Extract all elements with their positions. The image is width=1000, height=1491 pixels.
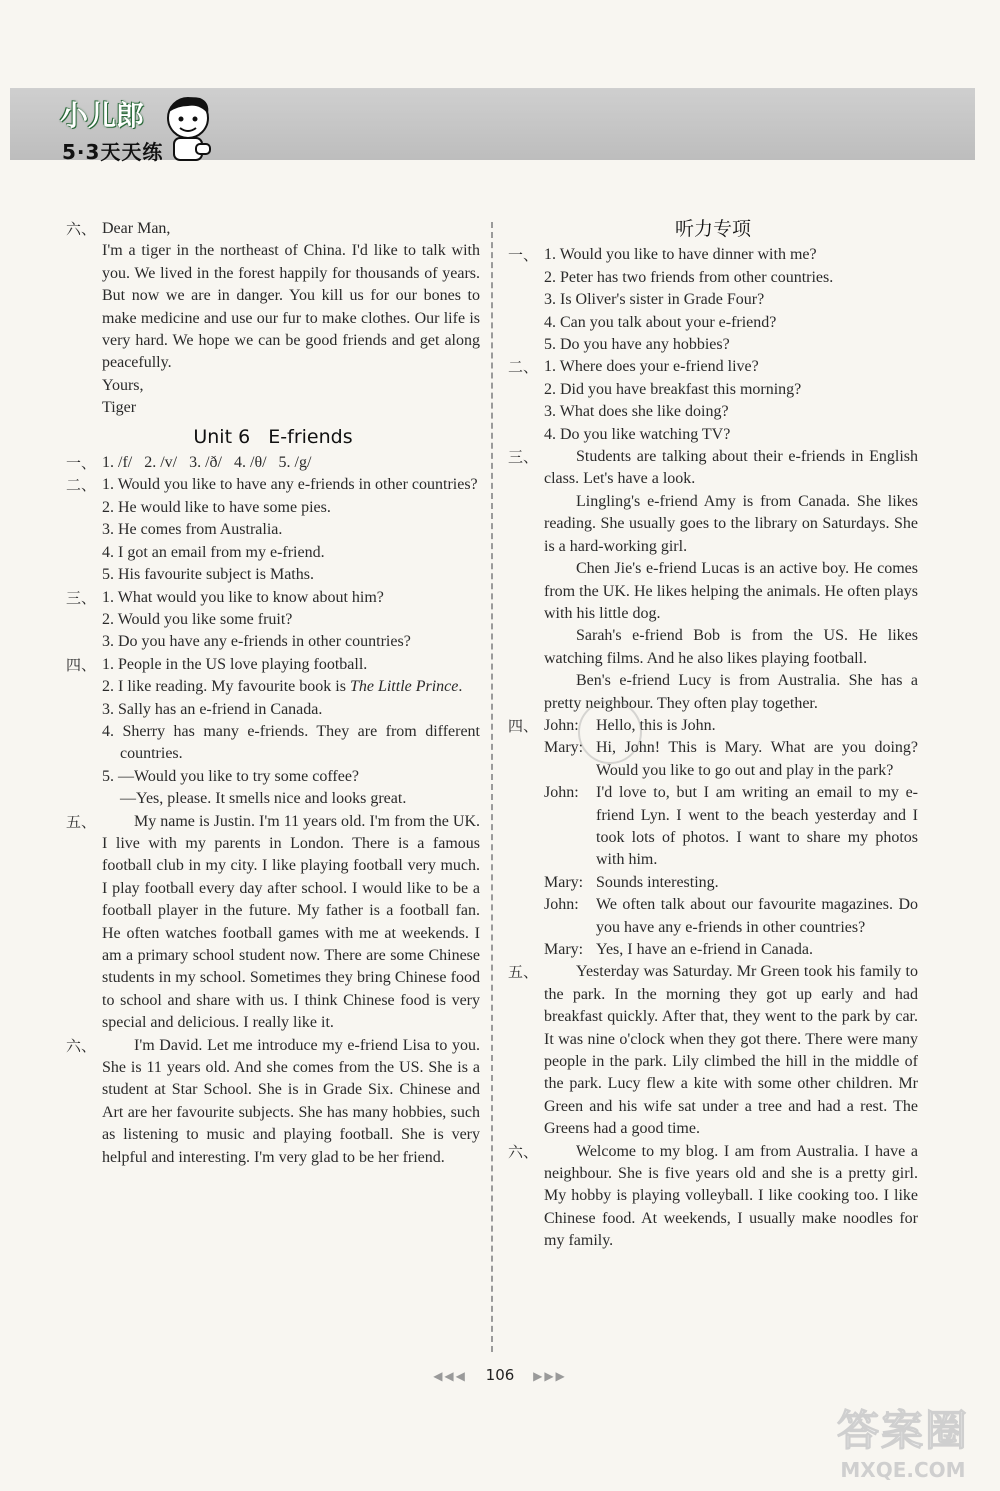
section-mark: 三、 bbox=[508, 448, 539, 467]
section-mark: 六、 bbox=[66, 220, 97, 238]
answer-item: 2. Did you have breakfast this morning? bbox=[544, 380, 802, 398]
logo-subtitle: 5·3天天练 bbox=[62, 140, 164, 164]
answer-item: 3. Is Oliver's sister in Grade Four? bbox=[544, 291, 765, 309]
letter-greeting: Dear Man, bbox=[102, 220, 171, 237]
answer-item: 4. Do you like watching TV? bbox=[544, 425, 731, 443]
speaker: John: bbox=[544, 896, 579, 914]
section-mark: 一、 bbox=[66, 454, 97, 473]
section-mark: 一、 bbox=[508, 246, 539, 265]
section-mark: 二、 bbox=[508, 358, 539, 377]
answer-item: 4. Can you talk about your e-friend? bbox=[544, 313, 777, 331]
answer-item bbox=[102, 676, 480, 698]
dialogue-line bbox=[544, 782, 918, 872]
utterance: Hello, this is John. bbox=[596, 716, 716, 734]
left-column bbox=[66, 218, 480, 1169]
answer-item: 3. Do you have any e-friends in other countries? bbox=[102, 633, 411, 651]
watermark-url: MXQE.COM bbox=[840, 1458, 966, 1482]
listening-section-1 bbox=[508, 244, 918, 356]
speaker: John: bbox=[544, 784, 579, 802]
letter-body: I'm a tiger in the northeast of China. I'd like to talk with you. We lived in the forest happily for thousands of years. But now we are in danger. You kill us for our bones to make medicine and use our fur to make clothes. Our life is very hard. We hope we can be good friends and get along peacefully. bbox=[102, 242, 480, 372]
section-mark: 六、 bbox=[66, 1036, 97, 1055]
unit-section-5 bbox=[66, 811, 480, 1035]
listening-section-4 bbox=[508, 715, 918, 961]
section-mark: 三、 bbox=[66, 588, 97, 607]
passage: Students are talking about their e-friends in English class. Let's have a look. bbox=[544, 448, 918, 488]
answer-item: 5. Do you have any hobbies? bbox=[544, 336, 730, 354]
dialogue-line bbox=[544, 939, 918, 961]
answer-text: 2. I like reading. My favourite book is bbox=[102, 678, 350, 696]
watermark-logo bbox=[818, 1398, 988, 1484]
letter-closing: Yours, bbox=[102, 376, 144, 394]
answer-item: 2. He would like to have some pies. bbox=[102, 498, 331, 516]
phonics-answers: 1. /f/ 2. /v/ 3. /ð/ 4. /θ/ 5. /g/ bbox=[102, 454, 312, 472]
passage: Lingling's e-friend Amy is from Canada. She likes reading. She usually goes to the library on Saturdays. She is a hard-working girl. bbox=[544, 492, 918, 555]
section-mark: 四、 bbox=[66, 655, 97, 674]
speaker: Mary: bbox=[544, 941, 584, 958]
section-mark: 六、 bbox=[508, 1142, 539, 1161]
unit-section-1 bbox=[66, 452, 480, 474]
utterance: Yes, I have an e-friend in Canada. bbox=[596, 941, 813, 958]
passage: Welcome to my blog. I am from Australia. I have a neighbour. She is five years old and she is a pretty girl. My hobby is playing volleyball. I like cooking too. I like Chinese food. At weekends, I usually make noodles for my family. bbox=[544, 1142, 918, 1250]
answer-item: 1. Would you like to have any e-friends in other countries? bbox=[102, 476, 478, 494]
listening-section-6 bbox=[508, 1141, 918, 1253]
unit-title: Unit 6 E-friends bbox=[193, 425, 353, 448]
letter-section bbox=[66, 218, 480, 420]
letter-signature: Tiger bbox=[102, 399, 137, 417]
section-mark: 二、 bbox=[66, 476, 97, 495]
listening-title: 听力专项 bbox=[674, 218, 751, 240]
right-column bbox=[508, 218, 918, 1253]
unit-section-4 bbox=[66, 654, 480, 811]
answer-item: 5. —Would you like to try some coffee? bbox=[102, 767, 360, 785]
listening-section-5 bbox=[508, 961, 918, 1140]
dialogue-line bbox=[544, 872, 918, 894]
page-footer bbox=[0, 1366, 1000, 1384]
answer-item: 5. His favourite subject is Maths. bbox=[102, 566, 314, 584]
page-number: 106 bbox=[485, 1366, 515, 1384]
passage: Ben's e-friend Lucy is from Australia. She has a pretty neighbour. They often play together. bbox=[544, 672, 918, 712]
utterance: I'd love to, but I am writing an email to my e-friend Lyn. I went to the beach yesterday and I took lots of photos. I want to share my photos with him. bbox=[596, 784, 918, 869]
passage: I'm David. Let me introduce my e-friend Lisa to you. She is 11 years old. And she comes from the US. She is a student at Star School. She is in Grade Six. Chinese and Art are her favourite subjects. She has many hobbies, such as listening to music and playing football. She is very helpful and interesting. I'm very glad to be her friend. bbox=[102, 1036, 480, 1166]
mascot-icon bbox=[160, 92, 216, 164]
unit-section-2 bbox=[66, 474, 480, 586]
faint-stamp bbox=[578, 700, 642, 764]
column-divider bbox=[491, 222, 493, 1352]
passage: Yesterday was Saturday. Mr Green took his family to the park. In the morning they got up early and had breakfast quickly. After that, they went to the park by car. It was nine o'clock when they got there. There were many people in the park. Lily climbed the hill in the middle of the park. Lucy flew a kite with some other children. Mr Green and his wife sat under a tree and had a rest. The Greens had a good time. bbox=[544, 963, 918, 1138]
listening-section-3 bbox=[508, 446, 918, 715]
utterance: Sounds interesting. bbox=[596, 873, 719, 891]
utterance: We often talk about our favourite magazines. Do you have any e-friends in other countries? bbox=[596, 896, 918, 936]
answer-text: . bbox=[458, 678, 463, 696]
logo-title: 小儿郎 bbox=[60, 99, 145, 132]
section-mark: 五、 bbox=[508, 963, 539, 982]
speaker: John: bbox=[544, 716, 579, 734]
next-arrows-icon: ▶▶▶ bbox=[533, 1369, 567, 1383]
answer-item: 3. What does she like doing? bbox=[544, 403, 729, 421]
watermark-title: 答案圈 bbox=[836, 1406, 969, 1455]
answer-item: 4. I got an email from my e-friend. bbox=[102, 543, 325, 561]
answer-item: 1. Where does your e-friend live? bbox=[544, 358, 759, 376]
passage: Sarah's e-friend Bob is from the US. He likes watching films. And he also likes playing football. bbox=[544, 627, 918, 667]
utterance: Hi, John! This is Mary. What are you doing? Would you like to go out and play in the park? bbox=[596, 739, 918, 779]
listening-section-2 bbox=[508, 356, 918, 446]
answer-item: 1. People in the US love playing football. bbox=[102, 655, 368, 673]
answer-item: —Yes, please. It smells nice and looks great. bbox=[120, 790, 407, 808]
prev-arrows-icon: ◀◀◀ bbox=[433, 1369, 467, 1383]
answer-item: 1. What would you like to know about him? bbox=[102, 588, 384, 606]
passage: Chen Jie's e-friend Lucas is an active boy. He comes from the UK. He likes helping the animals. He often plays with his little dog. bbox=[544, 560, 918, 622]
speaker: Mary: bbox=[544, 739, 584, 757]
answer-item: 3. Sally has an e-friend in Canada. bbox=[102, 700, 323, 718]
speaker: Mary: bbox=[544, 873, 584, 891]
answer-item: 4. Sherry has many e-friends. They are from different countries. bbox=[102, 722, 480, 763]
answer-item: 3. He comes from Australia. bbox=[102, 521, 283, 539]
answer-item: 2. Peter has two friends from other countries. bbox=[544, 268, 834, 286]
answer-item: 1. Would you like to have dinner with me? bbox=[544, 246, 817, 264]
dialogue-line bbox=[544, 894, 918, 939]
passage: My name is Justin. I'm 11 years old. I'm from the UK. I live with my parents in London. There is a famous football club in my city. I like playing football very much. I play football every day after school. I would like to be a football player in the future. My father is a football fan. He often watches football games with me at weekends. I am a primary school student now. There are some Chinese students in my school. Sometimes they bring Chinese food to school and share with us. I think Chinese food is very special and delicious. I really like it. bbox=[102, 812, 480, 1032]
book-title: The Little Prince bbox=[349, 678, 459, 696]
unit-section-3 bbox=[66, 587, 480, 654]
section-mark: 五、 bbox=[66, 812, 97, 831]
unit-section-6 bbox=[66, 1035, 480, 1169]
answer-item: 2. Would you like some fruit? bbox=[102, 610, 293, 628]
section-mark: 四、 bbox=[508, 716, 539, 735]
